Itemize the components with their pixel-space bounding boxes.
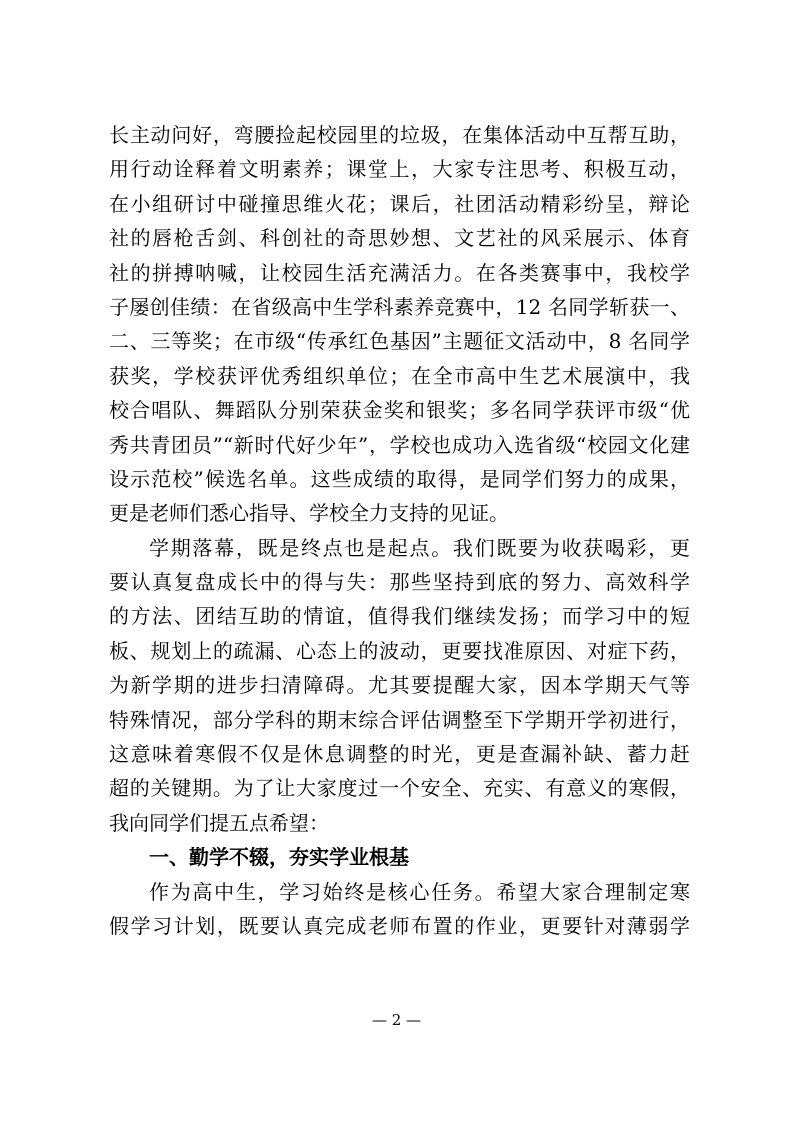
text-line: 要认真复盘成长中的得与失：那些坚持到底的努力、高效科学 [109, 570, 690, 595]
paragraph-end-line: 我向同学们提五点希望： [109, 810, 329, 835]
text-line: 设示范校”候选名单。这些成绩的取得，是同学们努力的成果， [109, 466, 690, 491]
paragraph-start-line: 作为高中生，学习始终是核心任务。希望大家合理制定寒 [149, 879, 690, 904]
text-line: 社的唇枪舌剑、科创社的奇思妙想、文艺社的风采展示、体育 [109, 226, 690, 251]
paragraph-end-line: 更是老师们悉心指导、学校全力支持的见证。 [109, 501, 509, 526]
text-line: 社的拼搏呐喊，让校园生活充满活力。在各类赛事中，我校学 [109, 260, 690, 285]
text-line: 在小组研讨中碰撞思维火花；课后，社团活动精彩纷呈，辩论 [109, 191, 690, 216]
text-line: 的方法、团结互助的情谊，值得我们继续发扬；而学习中的短 [109, 604, 690, 629]
text-line: 假学习计划，既要认真完成老师布置的作业，更要针对薄弱学 [109, 913, 690, 938]
text-line: 长主动问好，弯腰捡起校园里的垃圾，在集体活动中互帮互助， [109, 123, 690, 147]
text-line: 用行动诠释着文明素养；课堂上，大家专注思考、积极互动， [109, 157, 690, 182]
text-line: 超的关键期。为了让大家度过一个安全、充实、有意义的寒假， [109, 776, 690, 801]
section-heading: 一、勤学不辍，夯实学业根基 [149, 845, 409, 870]
text-line: 特殊情况，部分学科的期末综合评估调整至下学期开学初进行， [109, 707, 690, 732]
body-text [109, 118, 690, 943]
text-line: 为新学期的进步扫清障碍。尤其要提醒大家，因本学期天气等 [109, 673, 690, 698]
text-line: 获奖，学校获评优秀组织单位；在全市高中生艺术展演中，我 [109, 363, 690, 388]
text-line: 秀共青团员”“新时代好少年”，学校也成功入选省级“校园文化建 [109, 432, 690, 457]
text-line: 子屡创佳绩：在省级高中生学科素养竞赛中，12 名同学斩获一、 [109, 294, 690, 319]
page-number: — 2 — [371, 1011, 422, 1029]
text-line: 二、三等奖；在市级“传承红色基因”主题征文活动中，8 名同学 [109, 329, 690, 354]
text-line: 板、规划上的疏漏、心态上的波动，更要找准原因、对症下药， [109, 638, 690, 663]
text-line: 这意味着寒假不仅是休息调整的时光，更是查漏补缺、蓄力赶 [109, 742, 690, 767]
paragraph-start-line: 学期落幕，既是终点也是起点。我们既要为收获喝彩，更 [149, 535, 690, 560]
text-line: 校合唱队、舞蹈队分别荣获金奖和银奖；多名同学获评市级“优 [109, 398, 690, 423]
